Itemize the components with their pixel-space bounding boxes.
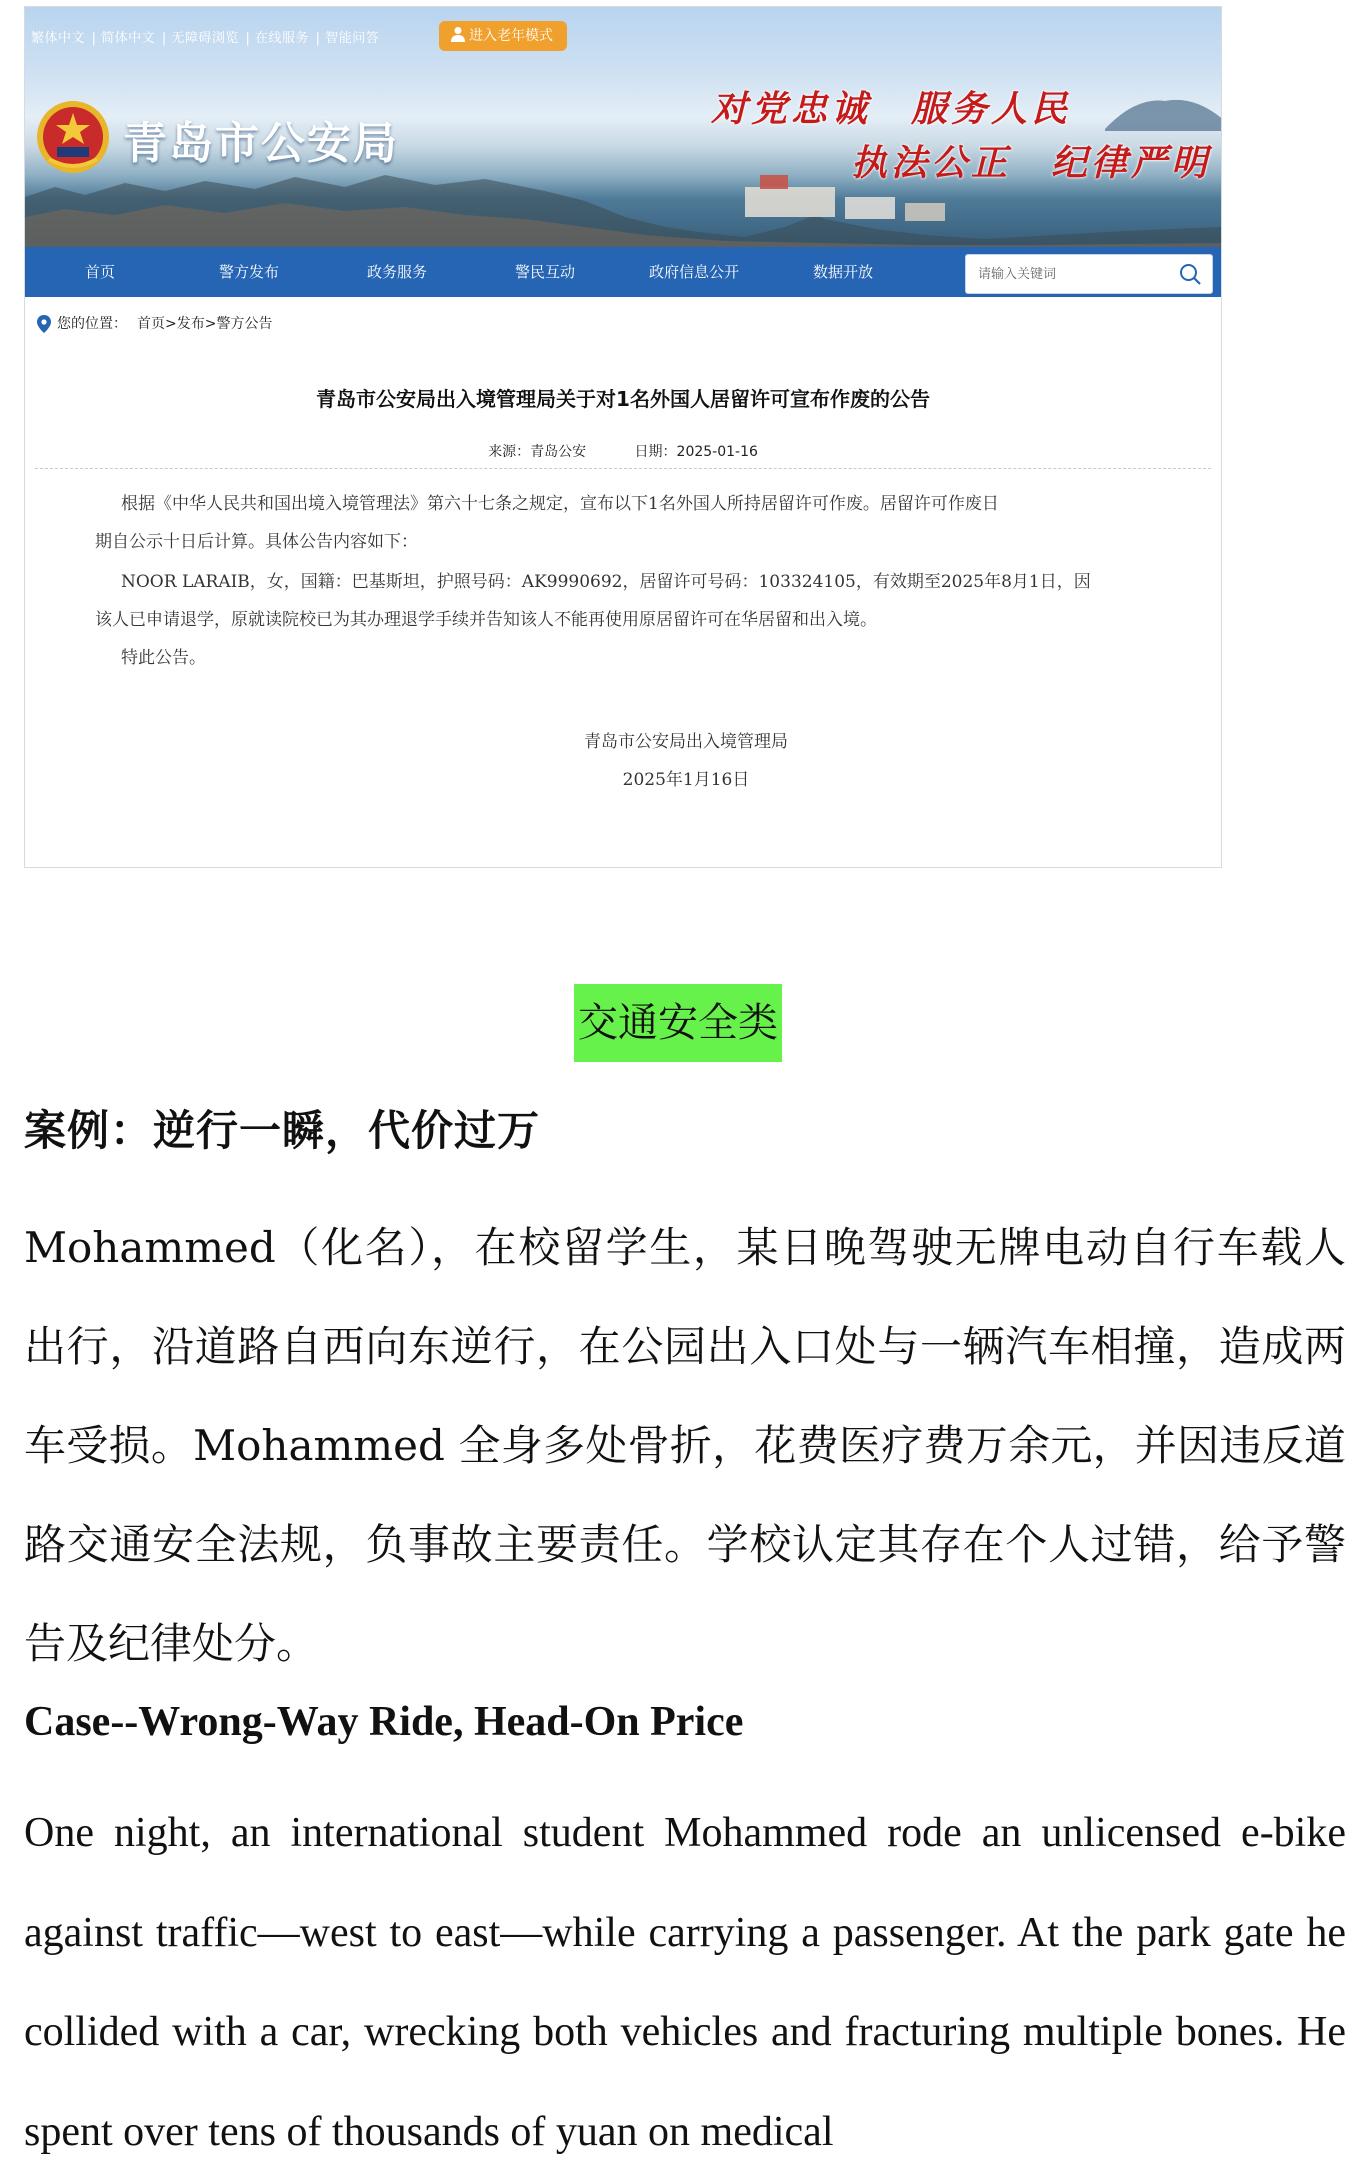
site-banner — [25, 7, 1221, 247]
search-icon[interactable] — [1178, 262, 1202, 286]
top-links: 繁体中文 | 简体中文 | 无障碍浏览 | 在线服务 | 智能问答 — [31, 31, 380, 46]
article-meta — [25, 441, 1221, 461]
search-box — [965, 254, 1213, 294]
police-emblem-icon — [35, 99, 111, 175]
nav-item-gov-service[interactable]: 政务服务 — [367, 263, 428, 281]
article-date: 日期：2025-01-16 — [634, 444, 758, 460]
breadcrumb — [37, 313, 272, 333]
top-link-smart-qa[interactable]: 智能问答 — [325, 31, 380, 46]
slogan-line-2: 执法公正 纪律严明 — [851, 142, 1212, 184]
case-title-en: Case--Wrong-Way Ride, Head-On Price — [24, 1699, 744, 1745]
nav-item-interaction[interactable]: 警民互动 — [515, 263, 576, 281]
article-para2-line1: NOOR LARAIB，女，国籍：巴基斯坦，护照号码：AK9990692，居留许可号码：103324105，有效期至2025年8月1日，因 — [121, 572, 1091, 592]
case-title-zh: 案例：逆行一瞬，代价过万 — [24, 1106, 541, 1155]
nav-item-open-data[interactable]: 数据开放 — [813, 263, 874, 281]
article-title: 青岛市公安局出入境管理局关于对1名外国人居留许可宣布作废的公告 — [316, 387, 930, 411]
website-screenshot — [24, 6, 1222, 868]
elder-mode-label: 进入老年模式 — [469, 28, 553, 44]
article-para1-line1: 根据《中华人民共和国出境入境管理法》第六十七条之规定，宣布以下1名外国人所持居留许可作废。居留许可作废日 — [121, 494, 999, 514]
top-link-accessible[interactable]: 无障碍浏览 — [171, 31, 239, 46]
divider — [35, 468, 1211, 469]
slogan-line-1: 对党忠诚 服务人民 — [711, 88, 1072, 130]
top-link-online-service[interactable]: 在线服务 — [255, 31, 310, 46]
section-tag: 交通安全类 — [574, 984, 782, 1062]
location-pin-icon — [37, 315, 51, 333]
top-link-traditional[interactable]: 繁体中文 — [31, 31, 86, 46]
nav-item-gov-info[interactable]: 政府信息公开 — [649, 263, 740, 281]
site-title: 青岛市公安局 — [123, 118, 399, 169]
article-para3: 特此公告。 — [121, 648, 206, 668]
signature-org: 青岛市公安局出入境管理局 — [584, 732, 788, 752]
article-source: 来源：青岛公安 — [488, 444, 587, 460]
breadcrumb-path[interactable]: 首页>发布>警方公告 — [137, 316, 273, 332]
user-icon — [451, 26, 465, 42]
article-para2-line2: 该人已申请退学，原就读院校已为其办理退学手续并告知该人不能再使用原居留许可在华居留和出入境。 — [95, 610, 877, 630]
signature-date: 2025年1月16日 — [622, 770, 750, 790]
breadcrumb-label: 您的位置： — [57, 316, 127, 332]
top-link-simplified[interactable]: 简体中文 — [101, 31, 156, 46]
island-silhouette — [1105, 91, 1221, 131]
nav-item-home[interactable]: 首页 — [85, 263, 116, 281]
case-body-en: One night, an international student Mohammed rode an unlicensed e-bike against traffic—west to east—while carrying a passenger. At the park gate he collided with a car, wrecking both vehicles and fracturing multiple bones. He spent over tens of thousands of yuan on medical — [24, 1810, 1346, 2155]
case-body-zh: Mohammed（化名），在校留学生，某日晚驾驶无牌电动自行车载人出行，沿道路自西向东逆行，在公园出入口处与一辆汽车相撞，造成两车受损。Mohammed 全身多处骨折，花费医疗费万余元，并因违反道路交通安全法规，负事故主要责任。学校认定其存在个人过错，给予警告及纪律处分。 — [24, 1223, 1346, 1668]
search-input[interactable] — [976, 263, 1170, 285]
elder-mode-button[interactable] — [439, 21, 567, 51]
nav-item-police-release[interactable]: 警方发布 — [219, 263, 280, 281]
article-para1-line2: 期自公示十日后计算。具体公告内容如下： — [95, 532, 418, 552]
